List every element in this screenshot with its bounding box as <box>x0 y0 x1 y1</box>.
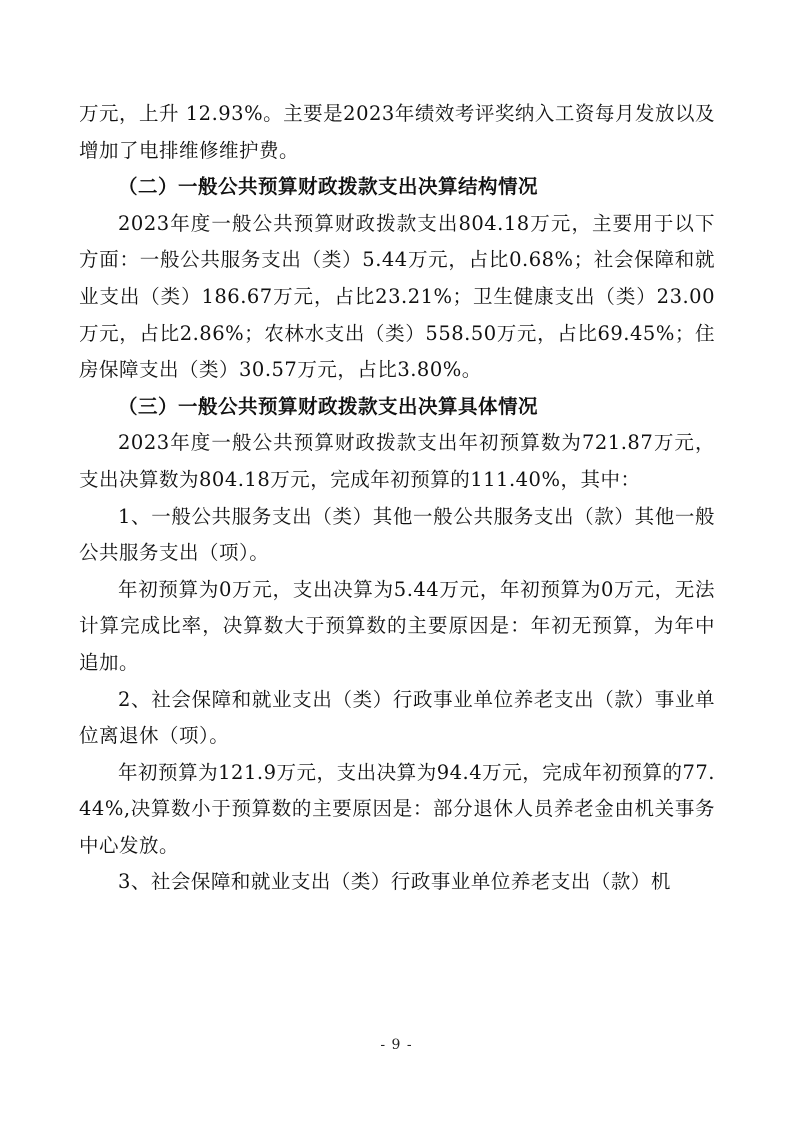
section-heading-structure: （二）一般公共预算财政拨款支出决算结构情况 <box>118 175 539 199</box>
section-heading-specific: （三）一般公共预算财政拨款支出决算具体情况 <box>118 394 539 418</box>
paragraph-budget-summary: 2023年度一般公共预算财政拨款支出年初预算数为721.87万元，支出决算数为804.18万元，完成年初预算的111.40%，其中： <box>79 431 715 491</box>
paragraph-social-security-retirement-detail: 年初预算为121.9万元，支出决算为94.4万元，完成年初预算的77.44%,决算数小于预算数的主要原因是：部分退休人员养老金由机关事务中心发放。 <box>79 760 715 857</box>
paragraph-continuation: 万元，上升 12.93%。主要是2023年绩效考评奖纳入工资每月发放以及增加了电排维修维护费。 <box>79 102 715 162</box>
list-item-social-security-retirement: 2、社会保障和就业支出（类）行政事业单位养老支出（款）事业单位离退休（项）。 <box>79 687 715 748</box>
list-item-social-security-agency: 3、社会保障和就业支出（类）行政事业单位养老支出（款）机 <box>118 870 671 894</box>
document-page <box>79 96 715 901</box>
page-number: - 9 - <box>380 1037 413 1053</box>
list-item-general-public-service: 1、一般公共服务支出（类）其他一般公共服务支出（款）其他一般公共服务支出（项）。 <box>79 504 715 565</box>
paragraph-structure-detail: 2023年度一般公共预算财政拨款支出804.18万元，主要用于以下方面：一般公共服务支出（类）5.44万元，占比0.68%；社会保障和就业支出（类）186.67万元，占比23.21%；卫生健康支出（类）23.00万元，占比2.86%；农林水支出（类）558.50万元，占比69.45%；住房保障支出（类）30.57万元，占比3.80%。 <box>79 211 715 382</box>
paragraph-general-public-service-detail: 年初预算为0万元，支出决算为5.44万元，年初预算为0万元，无法计算完成比率，决算数大于预算数的主要原因是：年初无预算，为年中追加。 <box>79 577 715 674</box>
